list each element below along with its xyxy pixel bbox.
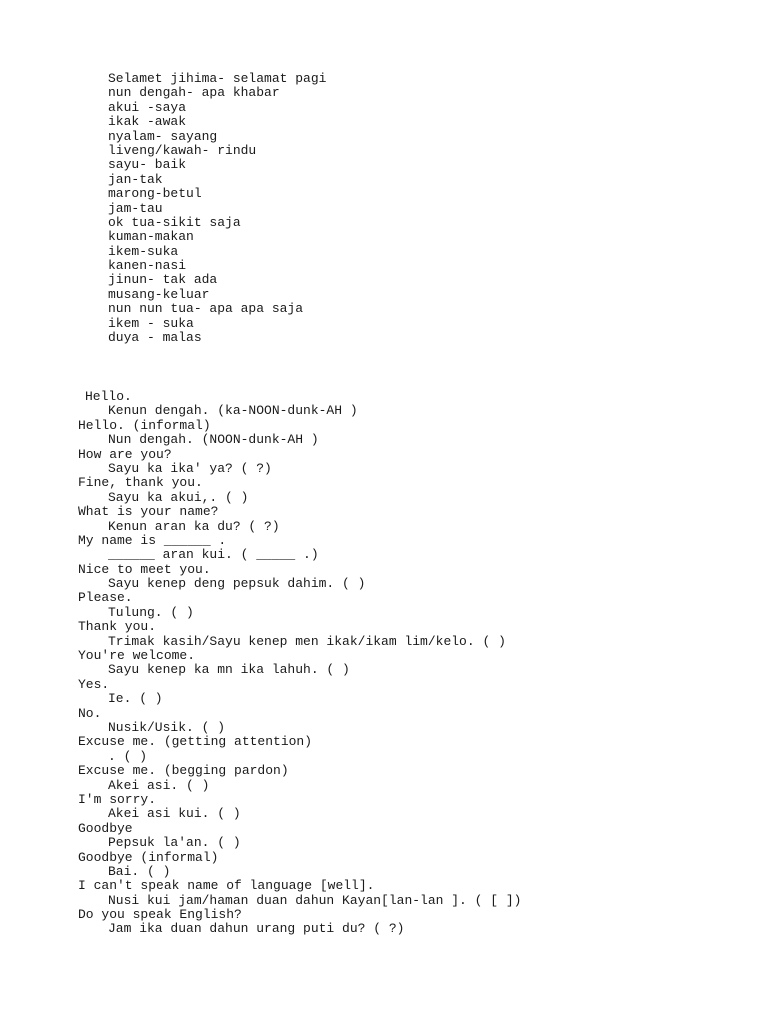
vocab-item: kuman-makan [108, 229, 194, 245]
phrase-english: Excuse me. (begging pardon) [78, 763, 289, 779]
phrase-kayan: Tulung. ( ) [108, 604, 194, 620]
phrase-kayan: Akei asi kui. ( ) [108, 806, 241, 822]
vocab-item: ok tua-sikit saja [108, 214, 241, 230]
phrase-english: Excuse me. (getting attention) [78, 734, 313, 750]
phrase-english: My name is ______ . [78, 532, 227, 548]
phrase-kayan: Sayu ka akui,. ( ) [108, 489, 249, 505]
vocab-item: ikak -awak [108, 114, 187, 130]
phrase-english: I can't speak name of language [well]. [78, 878, 375, 894]
phrase-english: I'm sorry. [78, 791, 157, 807]
phrase-english: Nice to meet you. [78, 561, 211, 577]
phrase-list [78, 390, 521, 937]
vocab-item: akui -saya [108, 99, 187, 115]
phrase-kayan: Jam ika duan dahun urang puti du? ( ?) [108, 921, 405, 937]
phrase-kayan: Trimak kasih/Sayu kenep men ikak/ikam lim/kelo. ( ) [108, 633, 506, 649]
vocab-item: nun dengah- apa khabar [108, 85, 280, 101]
phrase-english: Yes. [78, 676, 110, 692]
phrase-kayan: Kenun aran ka du? ( ?) [108, 518, 280, 534]
vocab-item: ikem - suka [108, 315, 194, 331]
vocab-item: sayu- baik [108, 157, 187, 173]
phrase-english: Hello. [85, 389, 132, 404]
phrase-english: Thank you. [78, 619, 157, 635]
phrase-kayan: Pepsuk la'an. ( ) [108, 835, 241, 851]
phrase-english: You're welcome. [78, 648, 196, 664]
phrase-english: How are you? [78, 446, 172, 462]
vocabulary-list [108, 72, 326, 345]
phrase-kayan: Sayu ka ika' ya? ( ?) [108, 460, 272, 476]
phrase-english: No. [78, 705, 102, 721]
phrase-kayan: Nun dengah. (NOON-dunk-AH ) [108, 432, 319, 448]
vocab-item: Selamet jihima- selamat pagi [108, 71, 327, 86]
phrase-english: Goodbye [78, 820, 133, 836]
phrase-kayan: ______ aran kui. ( _____ .) [108, 547, 319, 563]
phrase-english: Hello. (informal) [78, 417, 211, 433]
vocab-item: marong-betul [108, 186, 202, 202]
vocab-item: kanen-nasi [108, 258, 187, 274]
vocab-item: jam-tau [108, 200, 163, 216]
phrase-kayan: . ( ) [108, 748, 148, 764]
phrase-english: Goodbye (informal) [78, 849, 219, 865]
phrase-kayan: Sayu kenep deng pepsuk dahim. ( ) [108, 576, 366, 592]
phrase-kayan: Sayu kenep ka mn ika lahuh. ( ) [108, 662, 350, 678]
phrase-kayan: Nusik/Usik. ( ) [108, 719, 226, 735]
phrase-kayan: Akei asi. ( ) [108, 777, 210, 793]
vocab-item: jan-tak [108, 171, 163, 187]
phrase-english: Fine, thank you. [78, 475, 203, 491]
vocab-item: duya - malas [108, 330, 202, 346]
phrase-kayan: Nusi kui jam/haman duan dahun Kayan[lan-lan ]. ( [ ]) [108, 892, 522, 908]
vocab-item: liveng/kawah- rindu [108, 142, 257, 158]
vocab-item: jinun- tak ada [108, 272, 218, 288]
phrase-english: Do you speak English? [78, 907, 242, 923]
phrase-kayan: Kenun dengah. (ka-NOON-dunk-AH ) [108, 403, 358, 419]
vocab-item: nun nun tua- apa apa saja [108, 301, 304, 317]
phrase-english: What is your name? [78, 504, 219, 520]
vocab-item: nyalam- sayang [108, 128, 218, 144]
phrase-english: Please. [78, 590, 133, 606]
phrase-kayan: Ie. ( ) [108, 691, 163, 707]
vocab-item: ikem-suka [108, 243, 179, 259]
phrase-kayan: Bai. ( ) [108, 863, 171, 879]
vocab-item: musang-keluar [108, 286, 210, 302]
